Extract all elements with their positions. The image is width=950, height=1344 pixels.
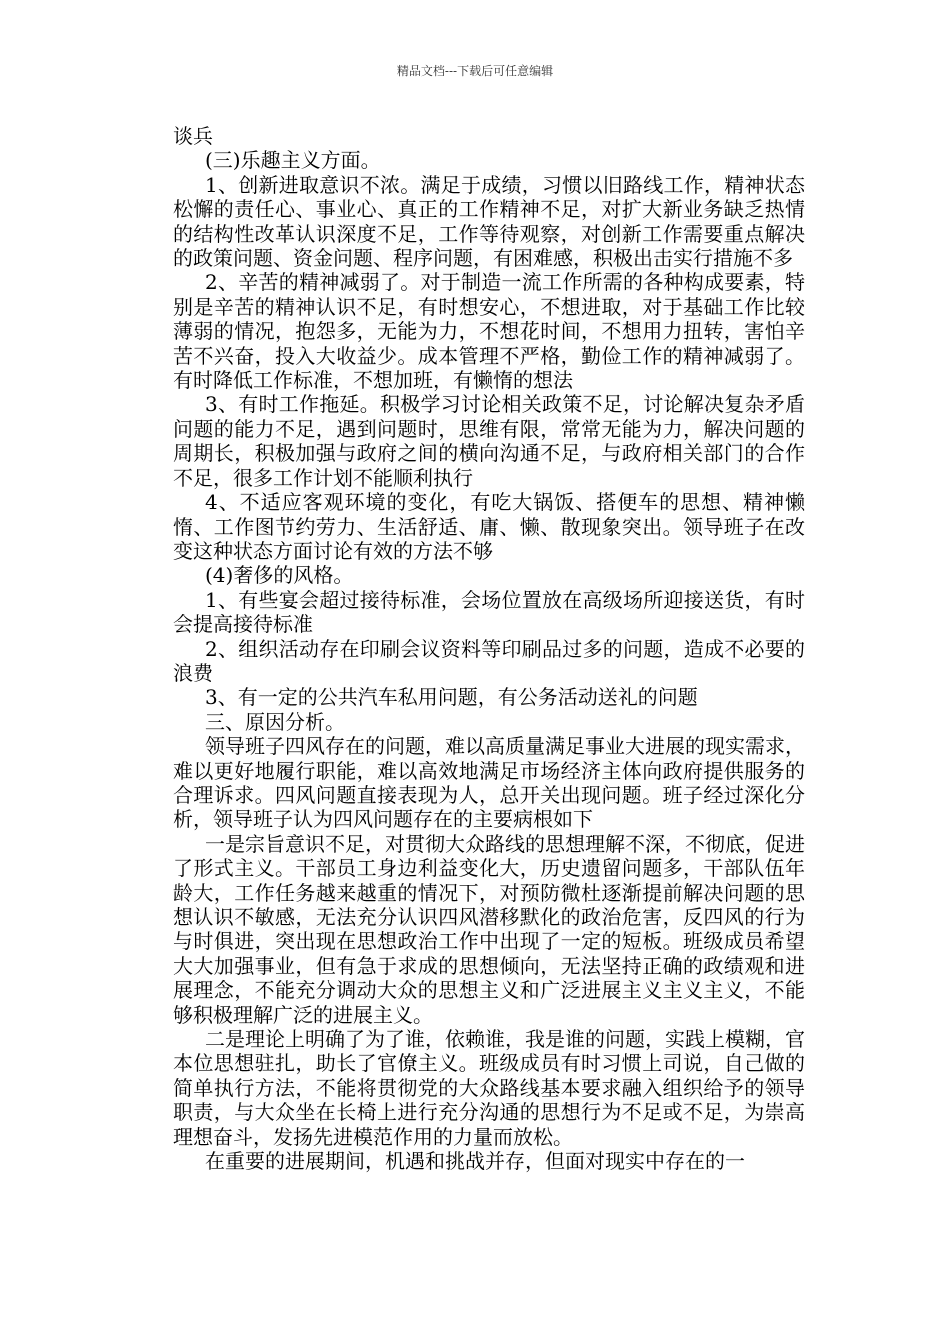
section-heading: (4)奢侈的风格。 <box>205 563 354 588</box>
paragraph: 领导班子四风存在的问题，难以高质量满足事业大进展的现实需求，难以更好地履行职能，难以高效地满足市场经济主体向政府提供服务的合理诉求。四风问题直接表现为人，总开关出现问题。班子经过深化分析，领导班子认为四风问题存在的主要病根如下 <box>173 734 805 832</box>
page-header: 精品文档---下载后可任意编辑 <box>396 64 554 78</box>
paragraph: 3、有一定的公共汽车私用问题，有公务活动送礼的问题 <box>205 685 698 710</box>
paragraph: 一是宗旨意识不足，对贯彻大众路线的思想理解不深，不彻底，促进了形式主义。干部员工身边利益变化大，历史遗留问题多，干部队伍年龄大，工作任务越来越重的情况下，对预防微杜逐渐提前解决问题的思想认识不敏感，无法充分认识四风潜移默化的政治危害，反四风的行为与时俱进，突出现在思想政治工作中出现了一定的短板。班级成员希望大大加强事业，但有急于求成的思想倾向，无法坚持正确的政绩观和进展理念，不能充分调动大众的思想主义和广泛进展主义主义主义，不能够积极理解广泛的进展主义。 <box>173 831 805 1027</box>
paragraph: 二是理论上明确了为了谁，依赖谁，我是谁的问题，实践上模糊，官本位思想驻扎，助长了官僚主义。班级成员有时习惯上司说，自己做的简单执行方法，不能将贯彻党的大众路线基本要求融入组织给予的领导职责，与大众坐在长椅上进行充分沟通的思想行为不足或不足，为崇高理想奋斗，发扬先进模范作用的力量而放松。 <box>173 1027 805 1149</box>
paragraph: 2、组织活动存在印刷会议资料等印刷品过多的问题，造成不必要的浪费 <box>173 636 805 685</box>
section-heading: (三)乐趣主义方面。 <box>205 148 381 173</box>
paragraph: 4、不适应客观环境的变化，有吃大锅饭、搭便车的思想、精神懒惰、工作图节约劳力、生活舒适、庸、懒、散现象突出。领导班子在改变这种状态方面讨论有效的方法不够 <box>173 490 805 563</box>
paragraph: 谈兵 <box>173 124 213 148</box>
document-body <box>173 124 805 1173</box>
paragraph: 在重要的进展期间，机遇和挑战并存，但面对现实中存在的一 <box>205 1149 745 1174</box>
paragraph: 2、辛苦的精神减弱了。对于制造一流工作所需的各种构成要素，特别是辛苦的精神认识不足，有时想安心，不想进取，对于基础工作比较薄弱的情况，抱怨多，无能为力，不想花时间，不想用力扭转，害怕辛苦不兴奋，投入大收益少。成本管理不严格，勤俭工作的精神减弱了。有时降低工作标准，不想加班，有懒惰的想法 <box>173 270 805 393</box>
paragraph: 1、创新进取意识不浓。满足于成绩，习惯以旧路线工作，精神状态松懈的责任心、事业心、真正的工作精神不足，对扩大新业务缺乏热情的结构性改革认识深度不足，工作等待观察，对创新工作需要重点解决的政策问题、资金问题、程序问题，有困难感，积极出击实行措施不多 <box>173 172 805 271</box>
paragraph: 1、有些宴会超过接待标准，会场位置放在高级场所迎接送货，有时会提高接待标准 <box>173 587 805 637</box>
section-heading: 三、原因分析。 <box>205 709 345 734</box>
paragraph: 3、有时工作拖延。积极学习讨论相关政策不足，讨论解决复杂矛盾问题的能力不足，遇到问题时，思维有限，常常无能为力，解决问题的周期长，积极加强与政府之间的横向沟通不足，与政府相关部门的合作不足，很多工作计划不能顺利执行 <box>173 392 805 490</box>
